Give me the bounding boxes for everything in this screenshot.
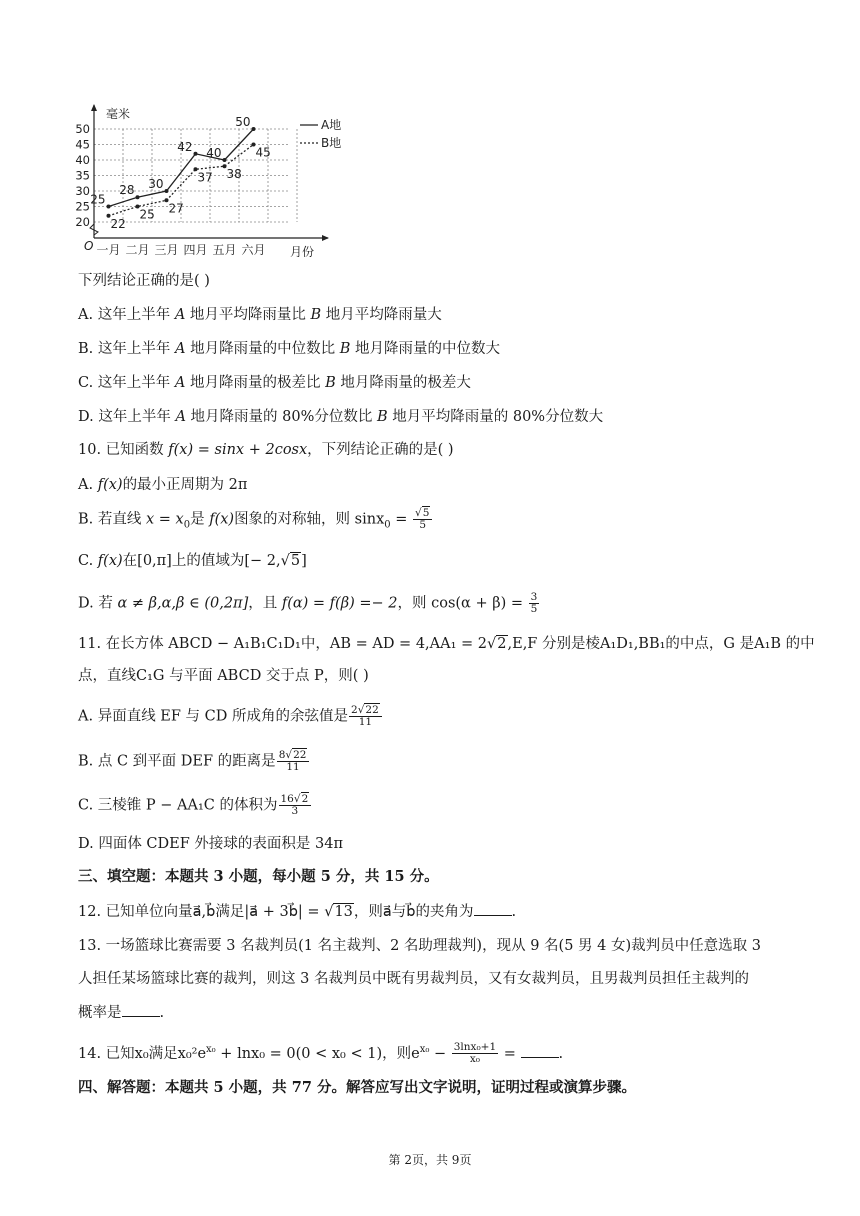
q13-line1: 13. 一场篮球比赛需要 3 名裁判员(1 名主裁判、2 名助理裁判)，现从 9 名(5 男 4 女)裁判员中任意选取 3 [78,938,761,954]
chart-grid [94,129,297,222]
origin-label: O [84,239,94,253]
legend-label: B地 [321,136,342,150]
q11-option-a: A. 异面直线 EF 与 CD 所成角的余弦值是 $\frac{2√22}{11}$ [78,705,383,728]
x-tick-label: 二月 [125,243,150,257]
y-tick-label: 20 [75,215,90,229]
data-label: 40 [206,146,222,160]
q10-option-a: A. f(x)的最小正周期为 2π [78,477,248,493]
y-tick-label: 30 [75,184,90,198]
data-label: 45 [255,145,271,160]
x-tick-label: 六月 [241,243,266,257]
data-label: 27 [168,201,184,216]
q11-option-c: C. 三棱锥 P − AA₁C 的体积为 $\frac{16√2}{3}$ [78,794,312,817]
x-axis-arrow [322,235,329,241]
y-tick-label: 45 [75,137,90,152]
page-footer: 第 2页，共 9页 [388,1153,472,1167]
q11-b-fraction: $\frac{8√22}{11}$ [277,750,310,773]
q14-answer-blank [521,1043,559,1058]
y-axis-arrow [91,104,97,111]
data-point [165,189,169,193]
q11-a-fraction: $\frac{2√22}{11}$ [349,705,382,728]
q11-option-d: D. 四面体 CDEF 外接球的表面积是 34π [78,836,343,852]
q9-option-b: B. 这年上半年 A 地月降雨量的中位数比 B 地月降雨量的中位数大 [78,341,500,357]
data-point [107,205,111,209]
q10-b-fraction: $\frac{√5}{5}$ [413,508,432,531]
data-label: 50 [235,115,251,129]
y-tick-label: 35 [75,168,90,183]
q13-line3: 概率是 . [78,1002,164,1023]
data-label: 25 [90,192,106,207]
q13-line2: 人担任某场篮球比赛的裁判，则这 3 名裁判员中既有男裁判员，又有女裁判员，且男裁判员担任主裁判的 [78,971,749,987]
x-axis-label: 月份 [290,245,315,259]
data-label: 38 [226,167,242,182]
y-tick-label: 50 [75,122,90,136]
q13-answer-blank [122,1002,160,1017]
data-label: 22 [110,216,126,231]
q9-option-a: A. 这年上半年 A 地月平均降雨量比 B 地月平均降雨量大 [78,307,442,323]
q10-d-fraction: $\frac{3}{5}$ [530,591,538,615]
q10-option-c: C. f(x)在[0,π]上的值域为[− 2,√5] [78,553,307,569]
q11-stem-line2: 点，直线C₁G 与平面 ABCD 交于点 P，则( ) [78,668,369,684]
rainfall-line-chart [70,98,360,263]
x-tick-label: 四月 [183,243,208,257]
data-label: 37 [197,170,213,185]
q10-option-b: B. 若直线 $x = x_0$是 f(x)图象的对称轴，则 sinx$_0$ = $\frac{√5}{5}$ [78,508,433,535]
q9-option-c: C. 这年上半年 A 地月降雨量的极差比 B 地月降雨量的极差大 [78,375,471,391]
data-point [223,158,227,162]
q12-answer-blank [474,901,512,916]
x-tick-label: 一月 [96,243,121,257]
q11-stem-line1: 11. 在长方体 ABCD − A₁B₁C₁D₁中，AB = AD = 4,AA₁ = 2√2,E,F 分别是棱A₁D₁,BB₁的中点，G 是A₁B 的中 [78,636,815,652]
legend-label: A地 [321,118,342,132]
chart-legend [300,117,341,150]
q11-option-b: B. 点 C 到平面 DEF 的距离是 $\frac{8√22}{11}$ [78,750,310,773]
q9-option-d: D. 这年上半年 A 地月降雨量的 80%分位数比 B 地月平均降雨量的 80%分位数大 [78,409,604,425]
data-label: 25 [139,207,155,222]
x-tick-label: 三月 [154,243,179,257]
chart-ticks [75,122,265,257]
q10-option-d: D. 若 α ≠ β,α,β ∈ (0,2π]，且 f(α) = f(β) =− 2，则 cos(α + β) = $\frac{3}{5}$ [78,591,538,615]
data-point [136,195,140,199]
section-4-heading: 四、解答题：本题共 5 小题，共 77 分。解答应写出文字说明，证明过程或演算步骤。 [78,1079,636,1096]
q14-fraction: $\frac{\text{3lnx₀+1}}{\text{x₀}}$ [453,1041,497,1066]
q14: 14. 已知x₀满足$x_0^2e^{x_0} + \ln x_0 = 0(0 < x_0 < 1)$，则$e^{x_0}$ − $\frac{\text{3lnx₀+1}}{\text{x₀}}$ = . [78,1041,564,1066]
data-label: 30 [148,177,164,191]
q9-prompt: 下列结论正确的是( ) [78,273,210,289]
y-tick-label: 25 [75,199,90,214]
section-3-heading: 三、填空题：本题共 3 小题，每小题 5 分，共 15 分。 [78,868,439,885]
q12: 12. 已知单位向量a⃗,b⃗满足|a⃗ + 3b⃗| = √13，则a⃗与b⃗的夹角为 . [78,901,516,922]
data-point [252,127,256,131]
y-axis-label: 毫米 [106,107,131,121]
q11-c-fraction: $\frac{16√2}{3}$ [279,794,312,817]
data-point [194,152,198,156]
x-tick-label: 五月 [212,243,237,257]
y-tick-label: 40 [75,153,90,167]
data-label: 42 [177,139,193,154]
q10-stem: 10. 已知函数 f(x) = sinx + 2cosx，下列结论正确的是( ) [78,442,454,458]
data-label: 28 [119,183,135,198]
